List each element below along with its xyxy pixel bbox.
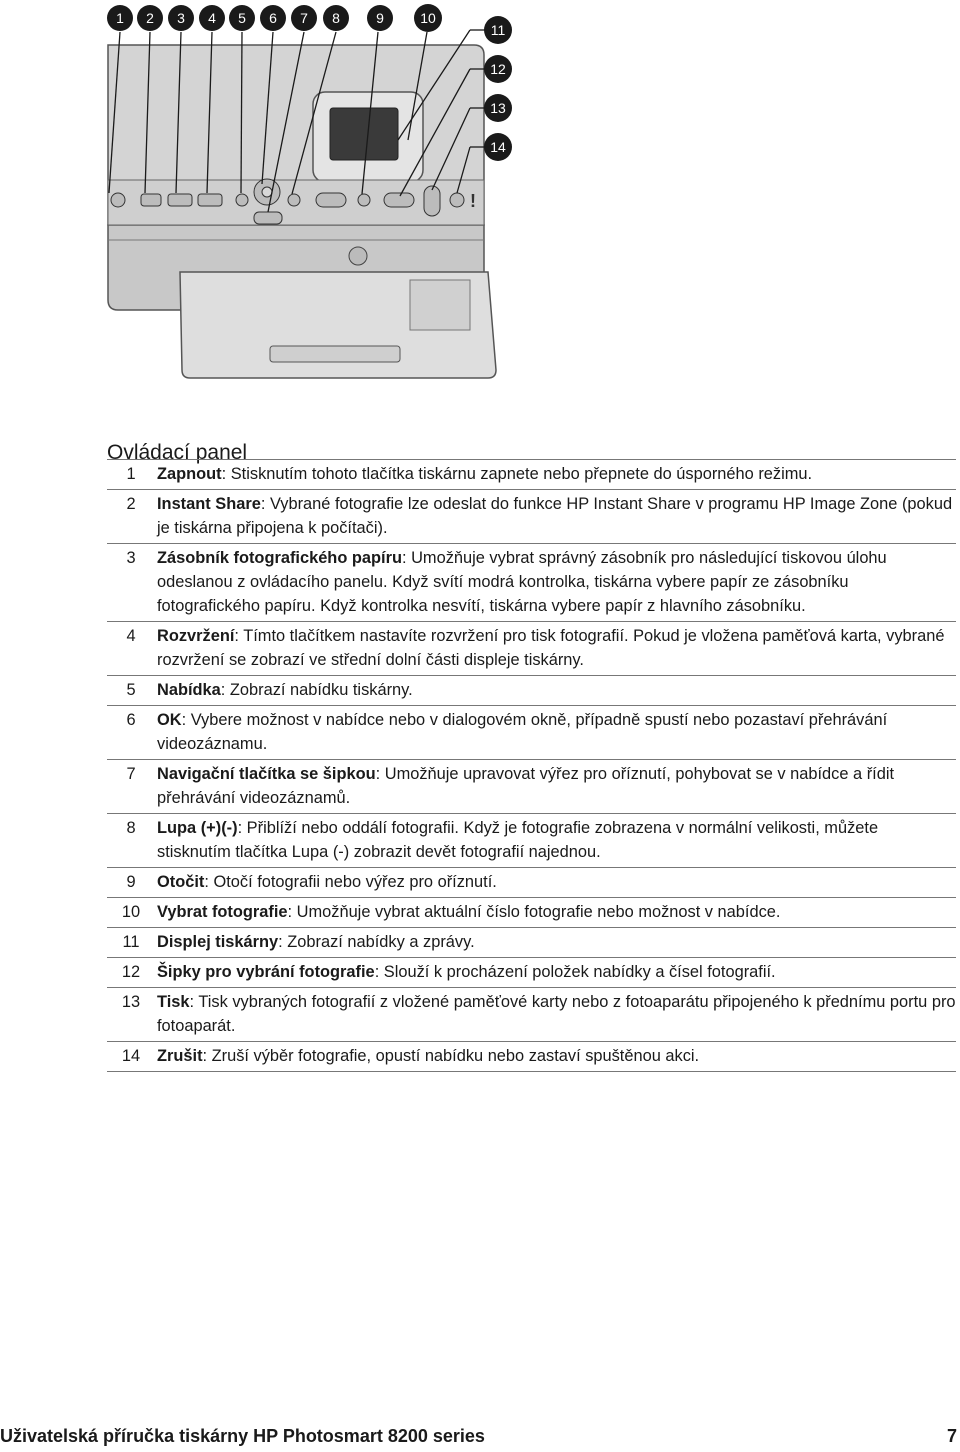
legend-item-term: Displej tiskárny <box>157 933 279 951</box>
legend-item-text <box>155 544 956 622</box>
legend-item-term: Vybrat fotografie <box>157 903 288 921</box>
callout-label-1: 1 <box>116 10 124 26</box>
legend-item-term: Rozvržení <box>157 627 235 645</box>
callout-label-10: 10 <box>420 10 436 26</box>
callout-label-4: 4 <box>208 10 216 26</box>
callout-label-12: 12 <box>490 61 506 77</box>
callout-label-2: 2 <box>146 10 154 26</box>
legend-item-description: : Tímto tlačítkem nastavíte rozvržení pro tisk fotografií. Pokud je vložena paměťová karta, vybrané rozvržení se zobrazí ve střední dolní části displeje tiskárny. <box>157 627 945 669</box>
legend-row <box>107 958 956 988</box>
legend-item-number: 13 <box>121 993 141 1011</box>
legend-item-number: 2 <box>126 495 136 513</box>
legend-item-term: Lupa (+)(-) <box>157 819 238 837</box>
legend-item-text <box>155 988 956 1042</box>
legend-item-number: 1 <box>126 465 136 483</box>
legend-item-term: Tisk <box>157 993 190 1011</box>
legend-item-text <box>155 928 956 958</box>
left-arrow-icon[interactable] <box>316 193 346 207</box>
legend-item-term: Zrušit <box>157 1047 203 1065</box>
legend-item-text <box>155 898 956 928</box>
legend-item-description: : Stisknutím tohoto tlačítka tiskárnu zapnete nebo přepnete do úsporného režimu. <box>221 465 813 483</box>
control-panel-legend-table <box>107 459 956 1072</box>
page-number: 7 <box>946 1426 957 1446</box>
hp-logo <box>349 247 367 265</box>
power-icon[interactable] <box>111 193 125 207</box>
rotate-icon[interactable] <box>358 194 370 206</box>
legend-row <box>107 814 956 868</box>
legend-item-description: : Tisk vybraných fotografií z vložené paměťové karty nebo z fotoaparátu připojeného k přednímu portu pro fotoaparát. <box>157 993 956 1035</box>
printer-control-panel-illustration <box>0 0 960 410</box>
legend-item-number: 10 <box>121 903 141 921</box>
legend-item-number: 9 <box>126 873 136 891</box>
legend-item-description: : Přiblíží nebo oddálí fotografii. Když je fotografie zobrazena v normální velikosti, můžete stisknutím tlačítka Lupa (-) zobrazit devět fotografií najednou. <box>157 819 879 861</box>
callout-label-5: 5 <box>238 10 246 26</box>
callout-label-9: 9 <box>376 10 384 26</box>
legend-item-number: 6 <box>126 711 136 729</box>
legend-item-description: : Umožňuje upravovat výřez pro oříznutí, pohybovat se v nabídce a řídit přehrávání videozáznamů. <box>157 765 895 807</box>
legend-item-text <box>155 490 956 544</box>
legend-row <box>107 622 956 676</box>
legend-row <box>107 706 956 760</box>
callout-label-3: 3 <box>177 10 185 26</box>
legend-item-text <box>155 676 956 706</box>
callout-label-11: 11 <box>490 22 506 38</box>
legend-item-text <box>155 706 956 760</box>
legend-row <box>107 868 956 898</box>
rotate-icon-small[interactable] <box>288 194 300 206</box>
legend-item-text <box>155 814 956 868</box>
legend-item-term: Otočit <box>157 873 205 891</box>
legend-item-number: 4 <box>126 627 136 645</box>
legend-item-term: Navigační tlačítka se šipkou <box>157 765 376 783</box>
tray-icon[interactable] <box>168 194 192 206</box>
legend-item-number: 8 <box>126 819 136 837</box>
legend-item-text <box>155 868 956 898</box>
legend-item-description: : Zobrazí nabídku tiskárny. <box>220 681 413 699</box>
legend-row <box>107 760 956 814</box>
layout-icon[interactable] <box>198 194 222 206</box>
legend-row <box>107 898 956 928</box>
legend-item-text <box>155 760 956 814</box>
legend-item-term: Instant Share <box>157 495 261 513</box>
legend-item-description: : Slouží k procházení položek nabídky a čísel fotografií. <box>374 963 776 981</box>
legend-item-term: Nabídka <box>157 681 221 699</box>
legend-item-description: : Zruší výběr fotografie, opustí nabídku nebo zastaví spuštěnou akci. <box>202 1047 700 1065</box>
legend-row <box>107 460 956 490</box>
legend-item-text <box>155 958 956 988</box>
legend-row <box>107 1042 956 1072</box>
legend-row <box>107 988 956 1042</box>
legend-item-number: 11 <box>122 933 140 951</box>
callout-label-14: 14 <box>490 139 506 155</box>
printer-display-screen <box>330 108 398 160</box>
footer-title: Uživatelská příručka tiskárny HP Photosmart 8200 series <box>0 1426 485 1446</box>
legend-item-description: : Otočí fotografii nebo výřez pro oříznutí. <box>204 873 497 891</box>
legend-item-description: : Vybrané fotografie lze odeslat do funkce HP Instant Share v programu HP Image Zone (pokud je tiskárna připojena k počítači). <box>157 495 953 537</box>
legend-item-term: Zapnout <box>157 465 222 483</box>
legend-row <box>107 544 956 622</box>
callout-label-8: 8 <box>332 10 340 26</box>
legend-item-term: Šipky pro vybrání fotografie <box>157 963 375 981</box>
legend-item-term: Zásobník fotografického papíru <box>157 549 402 567</box>
legend-item-number: 3 <box>126 549 136 567</box>
cancel-icon[interactable] <box>450 193 464 207</box>
share-icon[interactable] <box>141 194 161 206</box>
print-icon[interactable] <box>424 186 440 216</box>
warning-icon: ! <box>470 191 476 211</box>
legend-row <box>107 676 956 706</box>
legend-item-text <box>155 460 956 490</box>
legend-item-text <box>155 622 956 676</box>
legend-item-description: : Umožňuje vybrat aktuální číslo fotografie nebo možnost v nabídce. <box>287 903 781 921</box>
legend-row <box>107 490 956 544</box>
callout-label-13: 13 <box>490 100 506 116</box>
legend-item-description: : Umožňuje vybrat správný zásobník pro následující tiskovou úlohu odeslanou z ovládacího panelu. Když svítí modrá kontrolka, tiskárna vybere papír ze zásobníku fotografického papíru. Když kontrolka nesvítí, tiskárna vybere papír z hlavního zásobníku. <box>157 549 887 615</box>
right-arrow-icon[interactable] <box>384 193 414 207</box>
legend-row <box>107 928 956 958</box>
callout-label-7: 7 <box>300 10 308 26</box>
callout-label-6: 6 <box>269 10 277 26</box>
legend-item-number: 12 <box>121 963 141 981</box>
zoom-icon[interactable] <box>254 212 282 224</box>
legend-item-number: 5 <box>126 681 136 699</box>
section-title: Ovládací panel <box>107 441 248 465</box>
menu-icon[interactable] <box>236 194 248 206</box>
legend-item-number: 14 <box>121 1047 141 1065</box>
legend-item-description: : Zobrazí nabídky a zprávy. <box>278 933 475 951</box>
legend-item-term: OK <box>157 711 182 729</box>
legend-item-text <box>155 1042 956 1072</box>
legend-item-number: 7 <box>126 765 136 783</box>
legend-item-description: : Vybere možnost v nabídce nebo v dialogovém okně, případně spustí nebo pozastaví přehrávání videozáznamu. <box>157 711 888 753</box>
